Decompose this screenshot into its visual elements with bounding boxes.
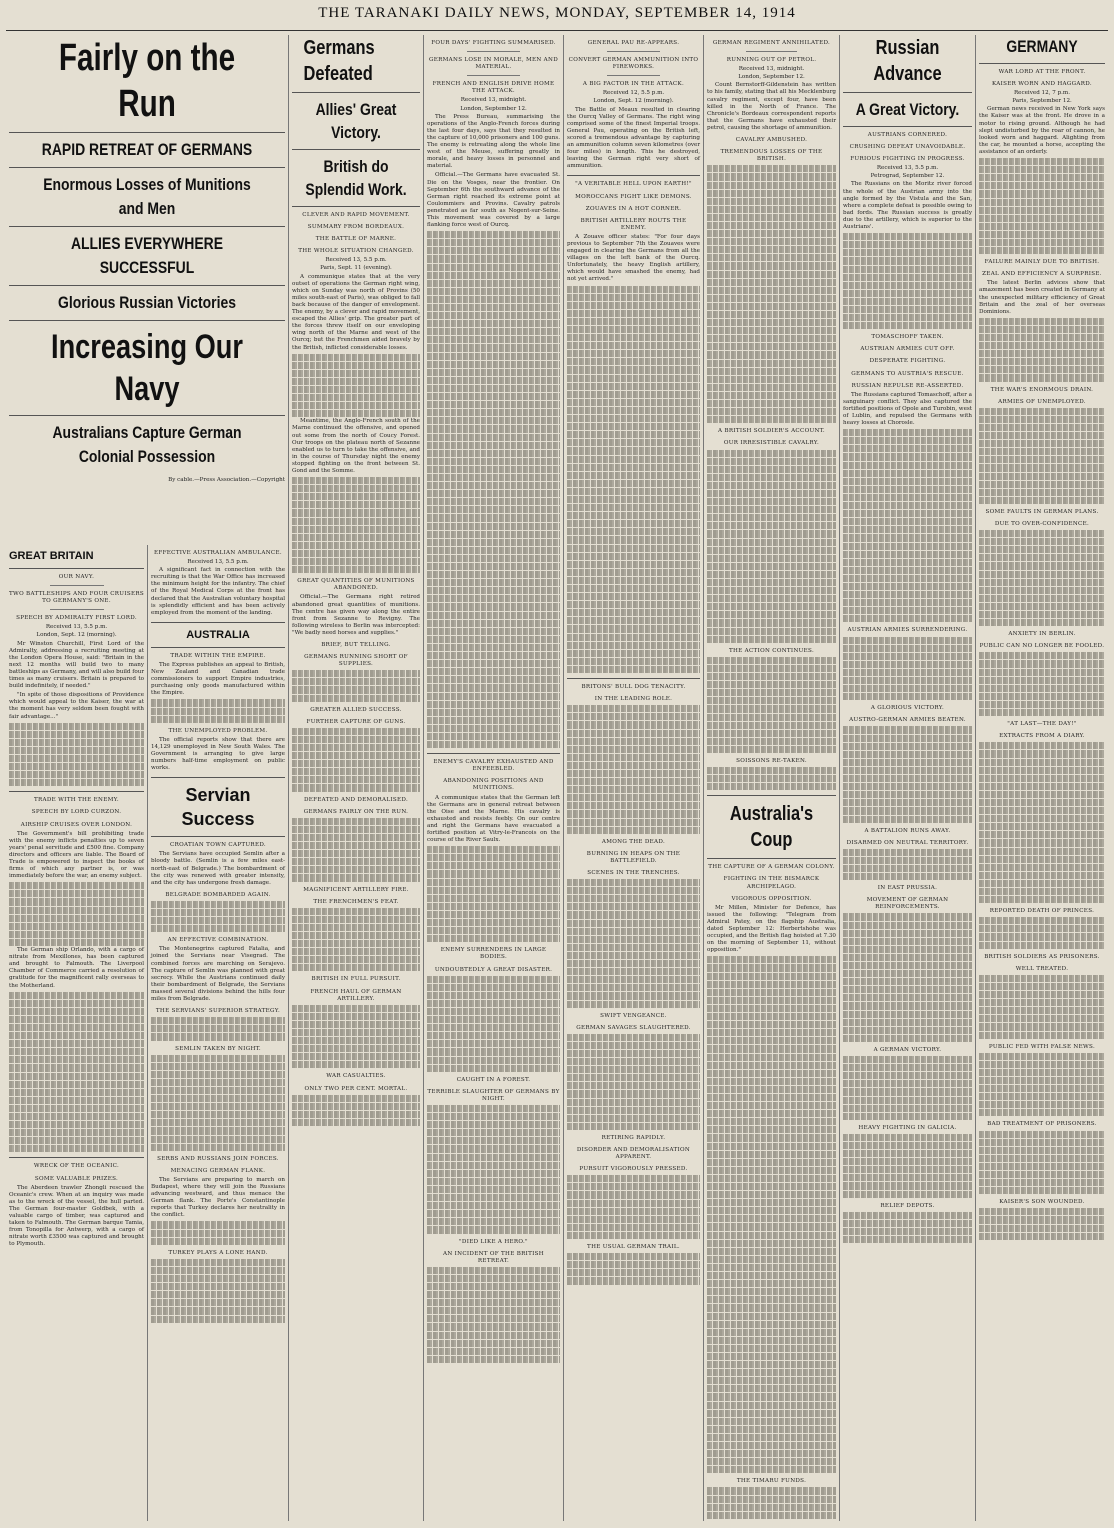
story-head: ARMIES OF UNEMPLOYED. [998, 398, 1086, 405]
story-head: WAR LORD AT THE FRONT. [998, 69, 1086, 75]
story-head: AN INCIDENT OF THE BRITISH RETREAT. [443, 1250, 544, 1264]
story-head: MOROCCANS FIGHT LIKE DEMONS. [575, 193, 692, 200]
story-head: FAILURE MAINLY DUE TO BRITISH. [984, 259, 1100, 266]
headline-australians: Australians Capture German Colonial Possession [52, 423, 242, 466]
column-6 [839, 35, 975, 1521]
story-head: TURKEY PLAYS A LONE HAND. [168, 1249, 268, 1256]
article-text: The Russians on the Moritz river forced the whole of the Austrian army into the angle formed by the Vistula and the San, where a complete defeat is possible owing to bad fords. The Russian success is greatly due to the artillery, which is superior to the Austrians'. [843, 181, 972, 231]
story-head: GERMAN REGIMENT ANNIHILATED. [712, 40, 831, 46]
story-head: WELL TREATED. [1015, 965, 1069, 972]
story-head: SPEECH BY LORD CURZON. [31, 809, 122, 816]
story-head: BELGRADE BOMBARDED AGAIN. [165, 891, 271, 898]
column-1 [6, 35, 288, 1521]
story-head: CONVERT GERMAN AMMUNITION INTO FIREWORKS. [568, 57, 699, 71]
headline-losses: Enormous Losses of Munitions and Men [43, 175, 251, 218]
story-head: SPEECH BY ADMIRALTY FIRST LORD. [16, 615, 137, 622]
story-head: DISARMED ON NEUTRAL TERRITORY. [846, 839, 969, 846]
article-text: German news received in New York says the Kaiser was at the front. He drove in a motor to rising ground. Although he had slept undisturbed by the roar of cannon, he looked worn and haggard. Alighting from the car, he mounted a horse, accepting the assistance of an orderly. [979, 106, 1105, 155]
story-head: TREMENDOUS LOSSES OF THE BRITISH. [720, 149, 823, 163]
story-head: PURSUIT VIGOROUSLY PRESSED. [579, 1166, 688, 1173]
article-text: Official.—The Germans right retired abandoned great quantities of munitions. The centre has given way along the entire front from Sezanne to Revigny. The following wireless to Berlin was intercepted: "We badly need horses and supplies." [292, 594, 420, 636]
story-head: TRADE WITHIN THE EMPIRE. [170, 652, 266, 659]
story-head: TERRIBLE SLAUGHTER OF GERMANS BY NIGHT. [427, 1088, 560, 1102]
story-head: TWO BATTLESHIPS AND FOUR CRUISERS TO GERMANY'S ONE. [9, 591, 144, 605]
dateline: London, Sept. 12 (morning). [36, 632, 117, 639]
story-head: ANXIETY IN BERLIN. [1008, 631, 1076, 638]
story-head: KAISER'S SON WOUNDED. [999, 1199, 1085, 1206]
story-head: A GERMAN VICTORY. [873, 1046, 942, 1053]
section-great-britain: GREAT BRITAIN [9, 550, 94, 562]
article-text: The Press Bureau, summarising the operations of the Anglo-French forces during the last four days, says that they resulted in the capture of 10,000 prisoners and 100 guns. The enemy is retreating along the whole line west of the Meuse, suffering greatly in morale, and heavy losses in personnel and material. [427, 113, 560, 170]
story-head: ONLY TWO PER CENT. MORTAL. [304, 1085, 408, 1092]
headline-germany: GERMANY [1006, 37, 1078, 56]
article-text: Meantime, the Anglo-French south of the Marne continued the offensive, and opened out some from the north of Coucy Forest. Our troops on the plateau north of Sezanne enabled us to turn to take the offensive, and in the course of Thursday night the enemy stopped fighting on the front between St. Gond and the Somme. [292, 418, 420, 474]
story-head: SERBS AND RUSSIANS JOIN FORCES. [157, 1155, 279, 1162]
story-head: BRIEF, BUT TELLING. [321, 641, 391, 648]
story-head: BAD TREATMENT OF PRISONERS. [987, 1121, 1097, 1128]
story-head: SOME FAULTS IN GERMAN PLANS. [985, 508, 1099, 515]
story-head: THE FRENCHMEN'S FEAT. [313, 898, 399, 905]
article-text: A Zouave officer states: "For four days previous to September 7th the Zouaves were engaged in clearing the Germans from all the villages on the left bank of the Ourcq. Unfortunately, the heavy English artillery, which would have smashed the enemy, had not yet arrived." [567, 233, 700, 283]
story-head: SOISSONS RE-TAKEN. [736, 757, 807, 764]
article-text: The Russians captured Tomaschoff, after a sanguinary conflict. They also captured the fortified positions of Opole and Turobin, west of Lublin, and repulsed the Germans with heavy losses at Chorosle. [843, 391, 972, 427]
dateline: Petrograd, September 12. [870, 173, 945, 180]
story-head: BRITONS' BULL DOG TENACITY. [581, 684, 686, 691]
story-head: "A VERITABLE HELL UPON EARTH!" [575, 181, 692, 188]
story-head: CAVALRY AMBUSHED. [735, 137, 808, 144]
story-head: THE WAR'S ENORMOUS DRAIN. [990, 386, 1094, 393]
article-text: The latest Berlin advices show that amazement has been created in Germany at the unexpected military efficiency of Great Britain and the zeal of her overseas Dominions. [979, 280, 1105, 315]
story-head: EFFECTIVE AUSTRALIAN AMBULANCE. [154, 550, 282, 556]
story-head: GERMANS TO AUSTRIA'S RESCUE. [851, 370, 964, 377]
story-head: FRENCH AND ENGLISH DRIVE HOME THE ATTACK. [432, 81, 555, 95]
story-head: THE ACTION CONTINUES. [728, 647, 815, 654]
article-text: Mr Millen, Minister for Defence, has issued the following: "Telegram from Admiral Patey, on the flagship Australia, dated September 12: Herbertshohe was occupied, and the British flag hoisted at 7.30 on the morning of September 11, without opposition." [707, 904, 836, 954]
story-head: ENEMY'S CAVALRY EXHAUSTED AND ENFEEBLED. [433, 759, 554, 773]
story-head: PUBLIC CAN NO LONGER BE FOOLED. [979, 643, 1105, 650]
article-text: A communique states that the German left the Germans are in general retreat between the Oise and the Marne. His cavalry is exhausted and resists feebly. On our centre and right the Germans have evacuated a fortified position at Vitry-le-Francois on the course of the River Saulx. [427, 794, 560, 844]
story-head: OUR NAVY. [58, 574, 95, 580]
column-4 [563, 35, 703, 1521]
story-head: VIGOROUS OPPOSITION. [731, 895, 812, 902]
story-head: GREATER ALLIED SUCCESS. [310, 706, 402, 713]
dateline: London, September 12. [460, 105, 527, 112]
story-head: SCENES IN THE TRENCHES. [587, 870, 680, 876]
story-head: WRECK OF THE OCEANIC. [33, 1163, 120, 1170]
story-head: THE USUAL GERMAN TRAIL. [587, 1244, 680, 1251]
story-head: GERMANS LOSE IN MORALE, MEN AND MATERIAL. [428, 57, 559, 71]
headline-navy: Increasing Our Navy [51, 328, 243, 408]
headline-rapid-retreat: RAPID RETREAT OF GERMANS [41, 140, 253, 159]
story-head: FRENCH HAUL OF GERMAN ARTILLERY. [310, 988, 402, 1002]
story-head: BURNING IN HEAPS ON THE BATTLEFIELD. [586, 850, 681, 864]
story-head: RUNNING OUT OF PETROL. [726, 57, 817, 64]
story-head: THE SERVIANS' SUPERIOR STRATEGY. [155, 1008, 281, 1015]
story-head: GERMANS FAIRLY ON THE RUN. [303, 808, 409, 815]
story-head: MAGNIFICENT ARTILLERY FIRE. [303, 886, 409, 893]
dateline: Received 13, 5.5 p.m. [876, 165, 939, 172]
story-head: GREAT QUANTITIES OF MUNITIONS ABANDONED. [297, 578, 415, 592]
story-head: GERMANS RUNNING SHORT OF SUPPLIES. [304, 654, 408, 668]
headline-allies-successful: ALLIES EVERYWHERE SUCCESSFUL [70, 234, 224, 277]
column-3 [423, 35, 563, 1521]
story-head: RETIRING RAPIDLY. [601, 1134, 666, 1141]
story-head: IN THE LEADING ROLE. [594, 696, 673, 703]
dateline: Received 12, 5.5 p.m. [602, 90, 665, 97]
article-text: The Government's bill prohibiting trade with the enemy inflicts penalties up to seven years' penal servitude and £500 fine. Company directors and officers are liable. The Board of Trade is empowered to inspect the books of firms of which any partner is, or was immediately before the war, an enemy subject. [9, 830, 144, 880]
article-text: The Montenegrins captured Fatalia, and joined the Servians near Visegrad. The combined forces are marching on Serajevo. The capture of Semlin was planned with great secrecy. While the Austrians continued daily their bombardment of Belgrade, the Servians massed several divisions behind the hills four miles from Belgrade. [151, 946, 285, 1003]
article-text: A communique states that at the very outset of operations the German right wing, which on Sunday was north of Provins (50 miles south-east of Paris), was obliged to fall back because of the danger of envelopment. The enemy, by a clever and rapid movement, escaped the Allies' grip. The greater part of the forces threw itself on our enveloping wing north of the Marne and west of the Ourcq; but the Frenchmen aided bravely by the British, inflicted considerable losses. [292, 273, 420, 351]
story-head: SUMMARY FROM BORDEAUX. [307, 224, 405, 231]
column-1a [6, 545, 147, 1521]
story-head: CLEVER AND RAPID MOVEMENT. [302, 212, 410, 218]
headline-russian-victories: Glorious Russian Victories [58, 293, 236, 312]
story-head: KAISER WORN AND HAGGARD. [992, 81, 1092, 88]
column-5 [703, 35, 839, 1521]
story-head: SWIFT VENGEANCE. [600, 1012, 667, 1019]
main-headline: Fairly on the Run [58, 37, 236, 125]
story-head: CRUSHING DEFEAT UNAVOIDABLE. [849, 144, 966, 151]
article-text: The Servians have occupied Semlin after a bloody battle. (Semlin is a few miles east-north-east of Belgrade.) The bombardment of the city was renewed with greater intensity, and the city has undergone fresh damage. [151, 851, 285, 886]
story-head: AMONG THE DEAD. [601, 838, 666, 845]
story-head: ENEMY SURRENDERS IN LARGE BODIES. [440, 947, 547, 961]
story-head: ZEAL AND EFFICIENCY A SURPRISE. [982, 271, 1102, 278]
story-head: CAUGHT IN A FOREST. [456, 1076, 531, 1083]
story-head: MENACING GERMAN FLANK. [170, 1167, 266, 1174]
story-head: AUSTRO-GERMAN ARMIES BEATEN. [849, 717, 966, 724]
dateline: Received 13, 5.5 p.m. [45, 624, 108, 631]
story-head: AIRSHIP CRUISES OVER LONDON. [20, 821, 133, 828]
headline-australias-coup: Australia's Coup [729, 803, 814, 852]
story-head: FURIOUS FIGHTING IN PROGRESS. [850, 156, 965, 163]
column-1b [147, 545, 288, 1521]
story-head: REPORTED DEATH OF PRINCES. [989, 908, 1095, 915]
headline-russian-advance: Russian Advance [873, 37, 942, 85]
article-text: The Servians are preparing to march on Budapest, where they will join the Russians advancing westward, and thus menace the German flank. The Porte's Constantinople reports that Turkey declares her neutrality in the conflict. [151, 1176, 285, 1219]
story-head: ABANDONING POSITIONS AND MUNITIONS. [443, 778, 544, 792]
subhead-great-victory: A Great Victory. [855, 100, 960, 119]
story-head: A BIG FACTOR IN THE ATTACK. [582, 81, 685, 88]
masthead: THE TARANAKI DAILY NEWS, MONDAY, SEPTEMBER 14, 1914 [318, 5, 796, 21]
article-text: The Aberdeen trawler Zhongli rescued the Oceanic's crew. When at an inquiry was made as to the wreck of the vessel, the hull parted. The German four-master Goldbek, with a valuable cargo of timber, was captured and taken to Falmouth. The German barque Tamia, from Tonopilla for Antwerp, with a cargo of nitrate worth £3500 was captured and brought to Plymouth. [9, 1184, 144, 1248]
story-head: "AT LAST—THE DAY!" [1007, 721, 1077, 728]
article-text: Mr Winston Churchill, First Lord of the Admiralty, addressing a recruiting meeting at the London Opera House, said: "Britain in the next 12 months will build two to many battleships as Germany, and will also build four times as many cruisers. Britain is prepared to build indefinitely, if needed." [9, 640, 144, 690]
dateline: Received 13, midnight. [460, 97, 527, 104]
column-7 [975, 35, 1108, 1521]
story-head: AUSTRIAN ARMIES SURRENDERING. [847, 627, 968, 634]
dateline: Received 13, 5.5 p.m. [187, 559, 249, 566]
article-text: Count Bernstorff-Gildenstein has written to his family, stating that all his Mecklenburg cavalry regiment, except four, have been killed in the North of France. The Chronicle's Bordeaux correspondent reports that the Germans have exhausted their petrol, causing the shortage of ammunition. [707, 82, 836, 131]
subhead-allies-great-victory: Allies' Great Victory. [315, 100, 397, 142]
dateline: London, Sept. 12 (morning). [593, 98, 674, 105]
story-head: A BRITISH SOLDIER'S ACCOUNT. [718, 428, 825, 435]
story-head: AN EFFECTIVE COMBINATION. [167, 937, 269, 944]
story-head: DISORDER AND DEMORALISATION APPARENT. [576, 1147, 691, 1161]
newspaper-page [6, 30, 1108, 1523]
story-head: FOUR DAYS' FIGHTING SUMMARISED. [431, 40, 556, 46]
dateline: London, September 12. [738, 74, 805, 81]
column-2 [288, 35, 423, 1521]
story-head: ZOUAVES IN A HOT CORNER. [585, 205, 682, 212]
dateline: Received 13, 5.5 p.m. [325, 257, 387, 264]
section-australia: AUSTRALIA [186, 628, 250, 641]
story-head: TRADE WITH THE ENEMY. [34, 797, 119, 804]
story-head: THE CAPTURE OF A GERMAN COLONY. [708, 864, 835, 871]
article-text: "In spite of those dispositions of Providence which would appeal to the Kaiser, the war at the moment has very seldom been fought with fair advantage..." [9, 692, 144, 720]
story-head: FIGHTING IN THE BISMARCK ARCHIPELAGO. [723, 876, 820, 890]
story-head: BRITISH SOLDIERS AS PRISONERS. [984, 953, 1100, 960]
story-head: BRITISH IN FULL PURSUIT. [311, 976, 401, 983]
story-head: BRITISH ARTILLERY ROUTS THE ENEMY. [580, 217, 687, 231]
story-head: SEMLIN TAKEN BY NIGHT. [175, 1045, 261, 1052]
article-text: The official reports show that there are 14,129 unemployed in New South Wales. The Government is arranging to give large numbers half-time employment on public works. [151, 736, 285, 772]
story-head: TOMASCHOFF TAKEN. [871, 334, 944, 341]
dateline: Received 12, 7 p.m. [1013, 90, 1071, 97]
story-head: A GLORIOUS VICTORY. [870, 705, 945, 712]
story-head: AUSTRIANS CORNERED. [867, 132, 948, 138]
section-servian-success: Servian Success [181, 785, 255, 830]
story-head: "DIED LIKE A HERO." [459, 1238, 528, 1245]
story-head: DUE TO OVER-CONFIDENCE. [994, 520, 1090, 527]
dateline: Paris, September 12. [1012, 98, 1072, 105]
story-head: UNDOUBTEDLY A GREAT DISASTER. [434, 966, 553, 973]
dateline: Received 13, midnight. [738, 66, 805, 73]
byline: By cable.—Press Association.—Copyright [168, 477, 285, 483]
story-head: IN EAST PRUSSIA. [877, 885, 938, 892]
article-text: The Express publishes an appeal to British, New Zealand and Canadian trade commissioners to support Empire industries, purchasing only goods manufactured within the Empire. [151, 661, 285, 697]
story-head: CROATIAN TOWN CAPTURED. [170, 842, 266, 849]
story-head: MOVEMENT OF GERMAN REINFORCEMENTS. [866, 897, 949, 911]
article-text: The Battle of Meaux resulted in clearing the Ourcq Valley of Germans. The right wing comprised some of the finest Imperial troops. General Pau, operating on the British left, scored a tremendous advantage by capturing an ammunition column seven kilometres (over four miles) in length. This he destroyed, leaving the German right very short of ammunition. [567, 106, 700, 170]
story-head: A BATTALION RUNS AWAY. [864, 827, 951, 834]
story-head: THE UNEMPLOYED PROBLEM. [168, 727, 268, 734]
story-head: HEAVY FIGHTING IN GALICIA. [858, 1124, 957, 1131]
article-text: A significant fact in connection with the recruiting is that the War Office has increased the minimum height for the infantry. The chief of the Royal Medical Corps at the front has declared that the Australian voluntary hospital is splendidly efficient and has been actively employed from the moment of the landing. [151, 567, 285, 616]
story-head: SOME VALUABLE PRIZES. [34, 1175, 119, 1182]
article-text: Official.—The Germans have evacuated St. Die on the Vosges, near the frontier. On September 6th the southward advance of the German right reached its extreme point at Coulommiers and Provins. Cavalry patrols penetrated as far south as Nogent-sur-Seine. This movement was covered by a large flanking force west of Ourcq. [427, 172, 560, 229]
headline-germans-defeated: Germans Defeated [303, 37, 375, 85]
subhead-british-splendid: British do Splendid Work. [305, 157, 407, 199]
story-head: GENERAL PAU RE-APPEARS. [587, 40, 680, 46]
story-head: THE BATTLE OF MARNE. [315, 236, 397, 243]
story-head: EXTRACTS FROM A DIARY. [999, 733, 1085, 740]
story-head: AUSTRIAN ARMIES CUT OFF. [860, 346, 955, 353]
story-head: OUR IRRESISTIBLE CAVALRY. [723, 440, 820, 447]
dateline: Paris, Sept. 11 (evening). [320, 265, 392, 272]
story-head: RELIEF DEPOTS. [880, 1202, 935, 1209]
story-head: WAR CASUALTIES. [326, 1073, 386, 1080]
story-head: RUSSIAN REPULSE RE-ASSERTED. [851, 382, 964, 389]
story-head: DESPERATE FIGHTING. [869, 358, 946, 365]
story-head: GERMAN SAVAGES SLAUGHTERED. [576, 1024, 691, 1031]
story-head: THE WHOLE SITUATION CHANGED. [298, 248, 414, 255]
story-head: FURTHER CAPTURE OF GUNS. [306, 718, 406, 725]
article-text: The German ship Orlando, with a cargo of nitrate from Mexillones, has been captured and brought to Falmouth. The Liverpool Chamber of Commerce carried a resolution of gratitude for the magnificent rally overseas to the Motherland. [9, 947, 144, 989]
story-head: PUBLIC FED WITH FALSE NEWS. [988, 1043, 1096, 1050]
story-head: THE TIMARU FUNDS. [736, 1478, 807, 1485]
story-head: DEFEATED AND DEMORALISED. [303, 796, 409, 803]
